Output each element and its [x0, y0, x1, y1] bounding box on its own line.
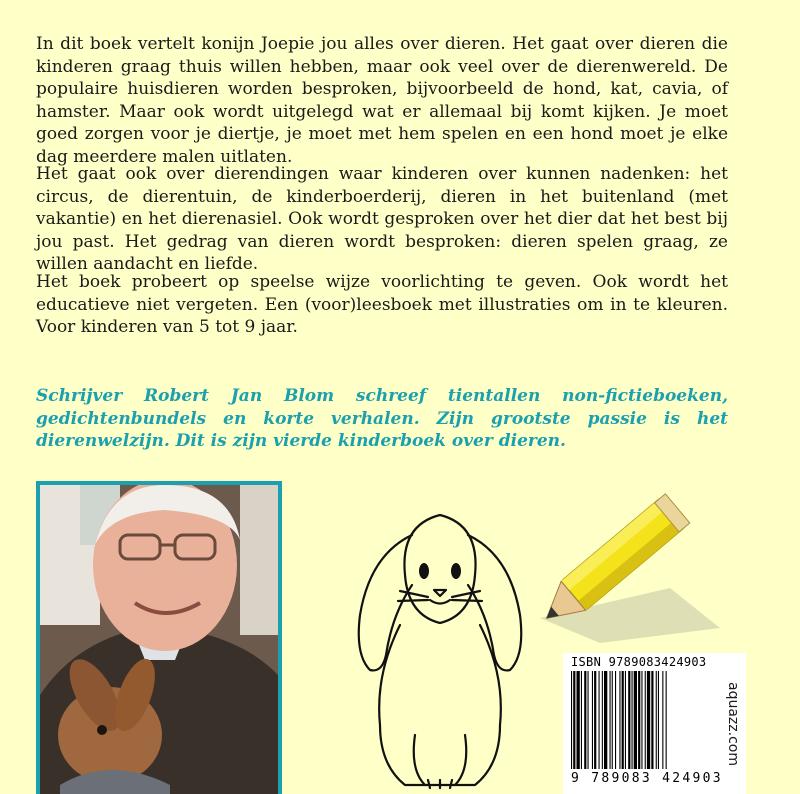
isbn-label: ISBN 9789083424903: [571, 655, 707, 669]
intro-paragraph: In dit boek vertelt konijn Joepie jou alles over dieren. Het gaat over dieren die kinderen graag thuis willen hebben, maar ook veel over de dierenwereld. De populaire huisdieren worden besproken, bijvoorbeeld de hond, kat, cavia, of hamster. Maar ook wordt uitgelegd wat er allemaal bij komt kijken. Je moet goed zorgen voor je diertje, je moet met hem spelen en een hond moet je elke dag meerdere malen uitlaten.: [36, 34, 728, 167]
author-bio: Schrijver Robert Jan Blom schreef tientallen non-fictieboeken, gedichtenbundels en korte verhalen. Zijn grootste passie is het dierenwelzijn. Dit is zijn vierde kinderboek over dieren.: [36, 386, 728, 451]
rabbit-line-drawing-icon: [350, 505, 530, 794]
barcode-digits: 9 789083 424903: [571, 771, 723, 786]
author-photo: [36, 481, 282, 794]
pencil-icon: [520, 468, 720, 648]
publisher-site: aquazz.com: [725, 682, 741, 766]
barcode: [563, 653, 746, 794]
barcode-bars: [571, 671, 717, 769]
topics-paragraph: Het gaat ook over dierendingen waar kinderen over kunnen nadenken: het circus, de dierentuin, de kinderboerderij, dieren in het buitenland (met vakantie) en het dierenasiel. Ook wordt gesproken over het dier dat het best bij jou past. Het gedrag van dieren wordt besproken: dieren spelen graag, ze willen aandacht en liefde.: [36, 164, 728, 274]
purpose-paragraph: Het boek probeert op speelse wijze voorlichting te geven. Ook wordt het educatieve niet vergeten. Een (voor)leesboek met illustraties om in te kleuren. Voor kinderen van 5 tot 9 jaar.: [36, 272, 728, 337]
